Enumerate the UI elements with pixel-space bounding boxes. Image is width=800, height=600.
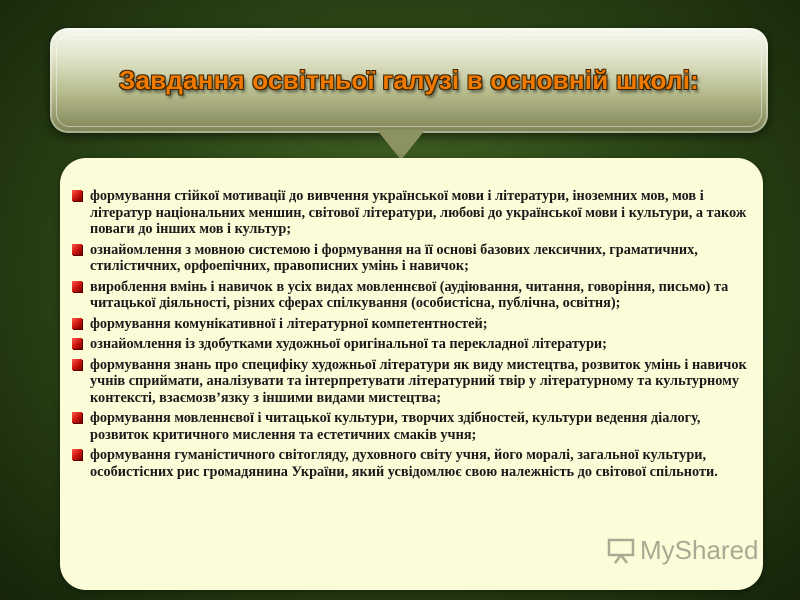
square-bullet-icon [72,338,82,349]
presentation-board-icon [606,538,636,564]
square-bullet-icon [72,244,82,255]
list-item-text: вироблення вмінь і навичок в усіх видах мовленнєвої (аудіювання, читання, говоріння, письмо) та читацької діяльності, різних сферах спілкування (особистісна, публічна, освітня); [90,278,729,311]
task-list [60,158,763,480]
list-item [90,279,749,312]
title-banner [50,28,768,133]
content-panel [60,158,763,590]
list-item [90,447,749,480]
list-item-text: ознайомлення з мовною системою і формування на її основі базових лексичних, граматичних, стилістичних, орфоепічних, правописних умінь і навичок; [90,241,698,274]
list-item-text: формування знань про специфіку художньої літератури як виду мистецтва, розвиток умінь і навичок учнів сприймати, аналізувати та інтерпретувати літературний твір у літературному та культурному контексті, взаємозв’язку з іншими видами мистецтва; [90,356,747,406]
list-item [90,336,749,353]
list-item-text: формування комунікативної і літературної компетентностей; [90,315,488,332]
list-item-text: формування мовленнєвої і читацької культури, творчих здібностей, культури ведення діалогу, розвиток критичного мислення та естетичних смаків учня; [90,410,701,443]
watermark-text: MyShared [640,535,759,565]
slide-title: Завдання освітньої галузі в основній школі: [119,65,699,95]
square-bullet-icon [72,190,82,201]
list-item-text: формування стійкої мотивації до вивчення української мови і літератури, іноземних мов, мов і літератур національних меншин, світової літератури, любові до української мови і культури, а також поваги до інших мов і культур; [90,188,747,237]
square-bullet-icon [72,359,82,370]
watermark-logo [606,535,759,566]
square-bullet-icon [72,318,82,329]
list-item [90,188,749,238]
list-item [90,316,749,333]
list-item-text: ознайомлення із здобутками художньої оригінальної та перекладної літератури; [90,336,607,352]
list-item [90,242,749,275]
list-item [90,410,749,443]
square-bullet-icon [72,281,82,292]
banner-pointer [377,130,425,160]
square-bullet-icon [72,449,82,460]
list-item-text: формування гуманістичного світогляду, духовного світу учня, його моралі, загальної культури, особистісних рис громадянина України, який усвідомлює свою належність до світової спільноти. [90,447,718,480]
list-item [90,357,749,407]
square-bullet-icon [72,412,82,423]
